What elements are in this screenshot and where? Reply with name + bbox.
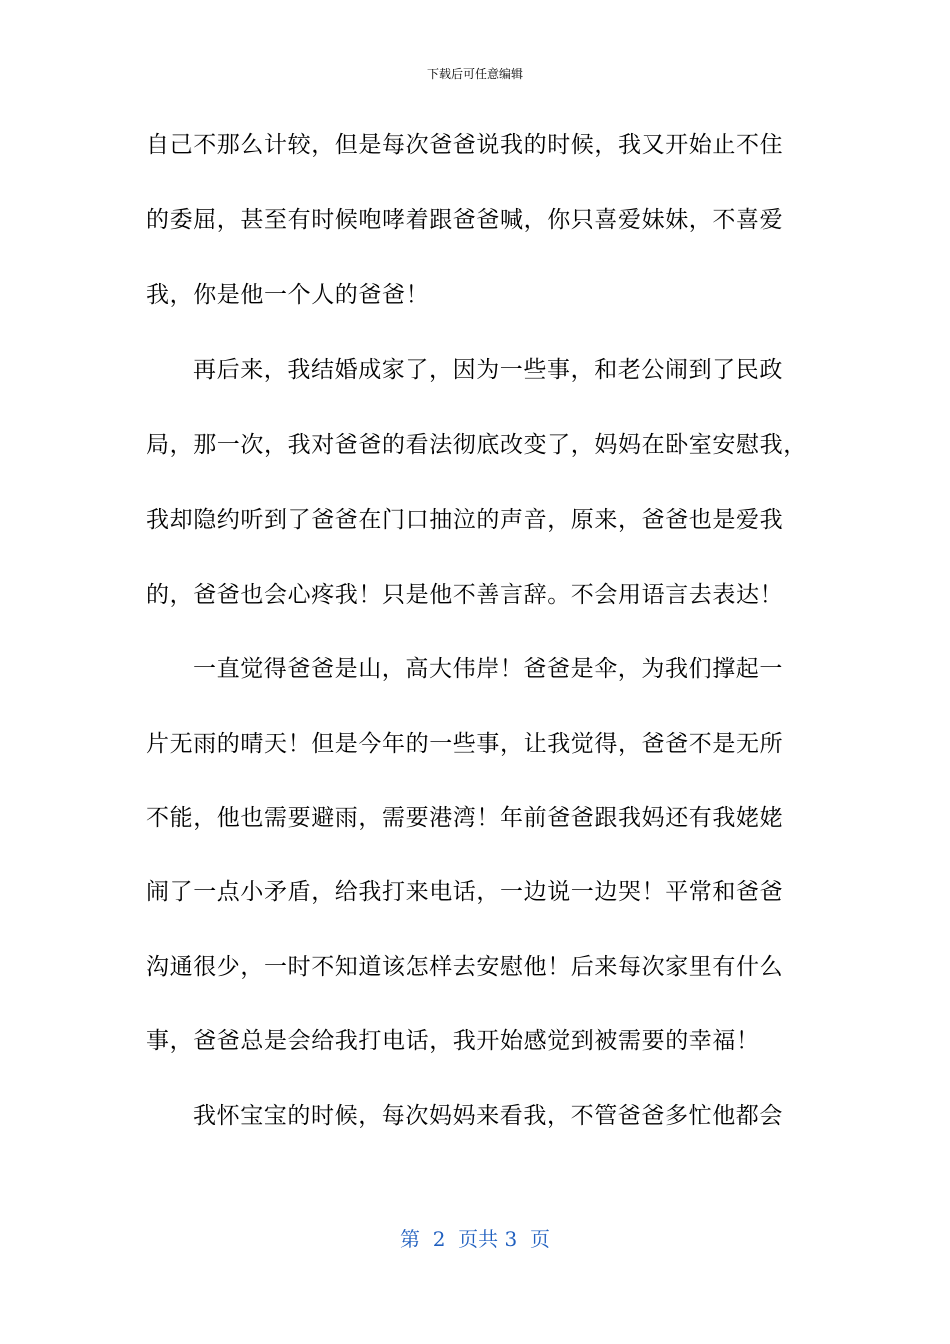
text-line: 闹了一点小矛盾，给我打来电话，一边说一边哭！平常和爸爸 (146, 879, 784, 905)
text-line: 的，爸爸也会心疼我！只是他不善言辞。不会用语言去表达！ (146, 582, 784, 608)
text-line: 不能，他也需要避雨，需要港湾！年前爸爸跟我妈还有我姥姥 (146, 805, 784, 831)
text-line: 自己不那么计较，但是每次爸爸说我的时候，我又开始止不住 (146, 132, 784, 158)
text-line: 我，你是他一个人的爸爸！ (146, 282, 430, 308)
text-line: 我却隐约听到了爸爸在门口抽泣的声音，原来，爸爸也是爱我 (146, 507, 784, 533)
page-number-footer: 第 2 页共 3 页 (400, 1227, 550, 1251)
paragraph-start-line: 一直觉得爸爸是山，高大伟岸！爸爸是伞，为我们撑起一 (193, 656, 783, 682)
paragraph-start-line: 再后来，我结婚成家了，因为一些事，和老公闹到了民政 (193, 357, 783, 383)
header-note: 下载后可任意编辑 (426, 67, 523, 81)
text-line: 局，那一次，我对爸爸的看法彻底改变了，妈妈在卧室安慰我， (146, 432, 807, 458)
text-line: 沟通很少，一时不知道该怎样去安慰他！后来每次家里有什么 (146, 954, 784, 980)
text-line: 事，爸爸总是会给我打电话，我开始感觉到被需要的幸福！ (146, 1028, 760, 1054)
text-line: 的委屈，甚至有时候咆哮着跟爸爸喊，你只喜爱妹妹，不喜爱 (146, 207, 784, 233)
text-line: 片无雨的晴天！但是今年的一些事，让我觉得，爸爸不是无所 (146, 731, 784, 757)
paragraph-start-line: 我怀宝宝的时候，每次妈妈来看我，不管爸爸多忙他都会 (193, 1103, 783, 1129)
